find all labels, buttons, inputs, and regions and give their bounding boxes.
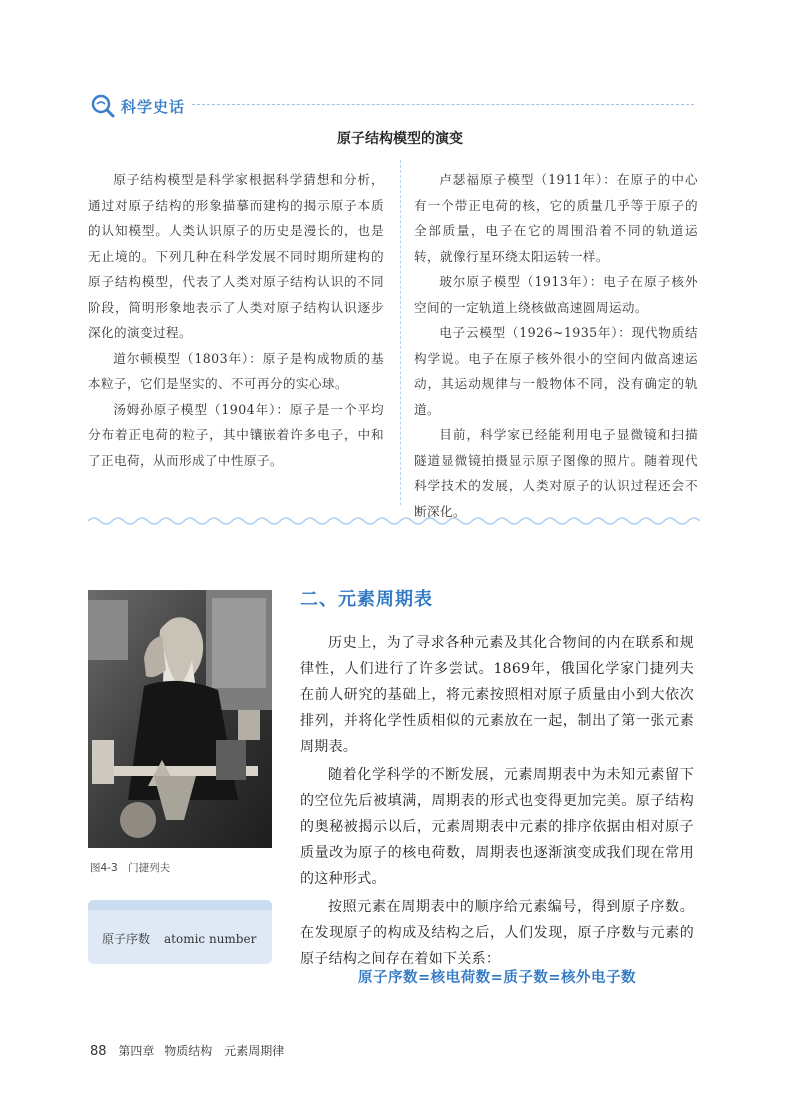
history-right-column [414,167,698,524]
page-footer [90,1042,290,1059]
column-divider [400,160,401,505]
history-paragraph: 玻尔原子模型（1913年）：电子在原子核外空间的一定轨道上绕核做高速圆周运动。 [414,274,698,315]
page-number: 88 [90,1044,107,1059]
history-paragraph: 电子云模型（1926~1935年）：现代物质结构学说。电子在原子核外很小的空间内做高速运动，其运动规律与一般物体不同，没有确定的轨道。 [414,325,698,417]
history-paragraph: 道尔顿模型（1803年）：原子是构成物质的基本粒子，它们是坚实的、不可再分的实心球。 [88,350,384,391]
section-title: 二、元素周期表 [300,589,433,610]
term-english: atomic number [164,932,257,946]
header-divider [192,104,694,105]
section-body [300,630,694,972]
term-chinese: 原子序数 [102,932,151,946]
body-paragraph: 随着化学科学的不断发展，元素周期表中为未知元素留下的空位先后被填满，周期表的形式也变得更加完美。原子结构的奥秘被揭示以后，元素周期表中元素的排序依据由相对原子质量改为原子的核电荷数，周期表也逐渐演变成我们现在常用的这种形式。 [300,767,694,887]
history-paragraph: 目前，科学家已经能利用电子显微镜和扫描隧道显微镜拍摄显示原子图像的照片。随着现代科学技术的发展，人类对原子的认识过程还会不断深化。 [414,427,698,519]
term-box [88,900,272,964]
science-history-label: 科学史话 [121,97,186,116]
body-paragraph: 历史上，为了寻求各种元素及其化合物间的内在联系和规律性，人们进行了许多尝试。1869年，俄国化学家门捷列夫在前人研究的基础上，将元素按照相对原子质量由小到大依次排列，并将化学性质相似的元素放在一起，制出了第一张元素周期表。 [300,635,694,755]
figure-caption: 图4-3 门捷列夫 [90,862,171,874]
mendeleev-photo [88,590,272,848]
history-paragraph: 原子结构模型是科学家根据科学猜想和分析，通过对原子结构的形象描摹而建构的揭示原子本质的认知模型。人类认识原子的历史是漫长的，也是无止境的。下列几种在科学发展不同时期所建构的原子结构模型，代表了人类对原子结构认识的不同阶段，简明形象地表示了人类对原子结构认识逐步深化的演变过程。 [88,172,384,340]
wavy-divider [88,514,700,528]
atomic-number-formula: 原子序数=核电荷数=质子数=核外电子数 [358,970,636,986]
history-paragraph: 卢瑟福原子模型（1911年）：在原子的中心有一个带正电荷的核，它的质量几乎等于原子的全部质量，电子在它的周围沿着不同的轨道运转，就像行星环绕太阳运转一样。 [414,172,698,264]
magnifier-book-icon [90,93,116,119]
science-history-header [90,92,185,120]
history-left-column [88,167,384,473]
footer-chapter-title: 物质结构 元素周期律 [164,1044,285,1058]
term-box-band [88,900,272,910]
history-box-title: 原子结构模型的演变 [337,131,463,147]
footer-chapter: 第四章 [118,1044,155,1058]
term-text [102,930,256,947]
body-paragraph: 按照元素在周期表中的顺序给元素编号，得到原子序数。在发现原子的构成及结构之后，人们发现，原子序数与元素的原子结构之间存在着如下关系： [300,899,694,967]
history-paragraph: 汤姆孙原子模型（1904年）：原子是一个平均分布着正电荷的粒子，其中镶嵌着许多电子，中和了正电荷，从而形成了中性原子。 [88,401,384,468]
